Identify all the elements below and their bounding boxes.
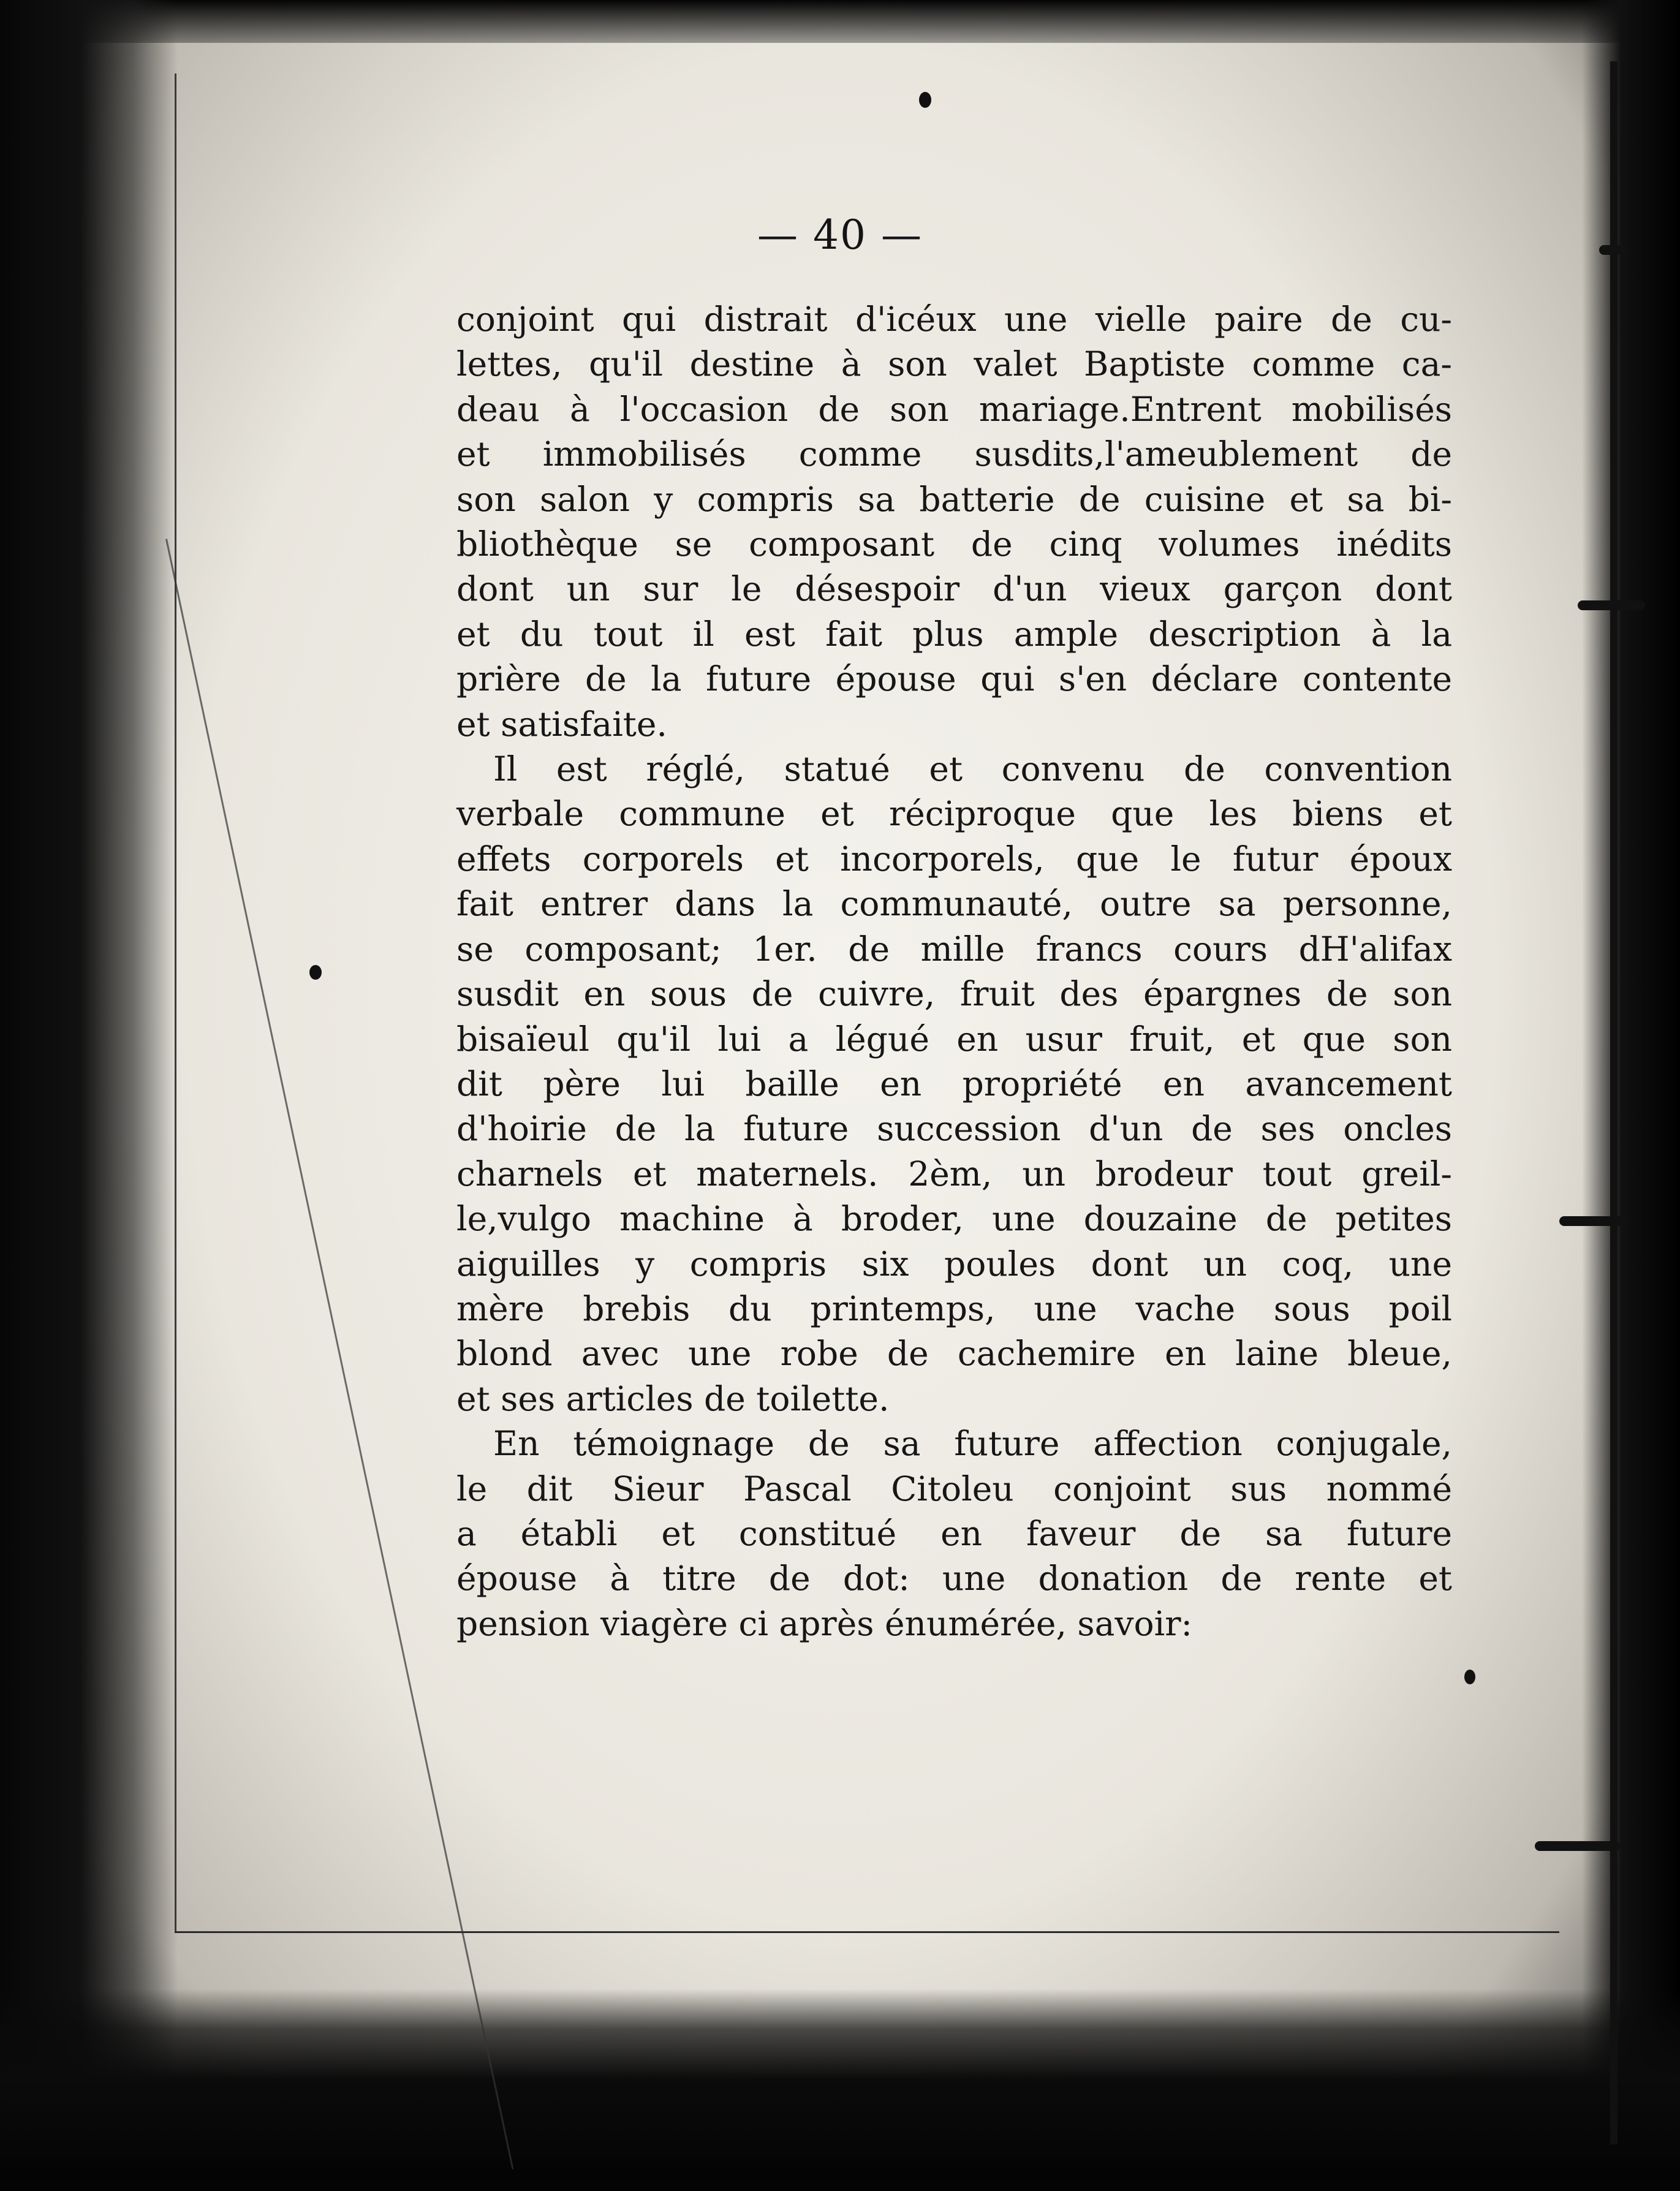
binding-tick [1559, 1216, 1627, 1226]
text-line: son salon y compris sa batterie de cuisine et sa bi- [456, 479, 1452, 519]
text-line: Il est réglé, statué et convenu de convention [493, 749, 1452, 789]
text-line: charnels et maternels. 2èm, un brodeur tout greil- [456, 1154, 1452, 1194]
text-line: le,vulgo machine à broder, une douzaine de petites [456, 1199, 1452, 1239]
text-line: verbale commune et réciproque que les biens et [456, 794, 1452, 834]
text-line: épouse à titre de dot: une donation de rente et [456, 1559, 1452, 1599]
text-line: le dit Sieur Pascal Citoleu conjoint sus nommé [456, 1469, 1452, 1508]
scan-shadow-left [0, 0, 178, 2191]
text-line: fait entrer dans la communauté, outre sa personne, [456, 884, 1452, 924]
ink-speck [309, 965, 322, 980]
text-line: et immobilisés comme susdits,l'ameublement de [456, 434, 1452, 474]
text-line: susdit en sous de cuivre, fruit des épargnes de son [456, 974, 1452, 1014]
text-line: conjoint qui distrait d'icéux une vielle paire de cu- [456, 300, 1452, 339]
binding-stitch [1610, 61, 1618, 2144]
scan-shadow-right [1582, 0, 1680, 2191]
scan-shadow-bottom [0, 1989, 1680, 2191]
text-line: dit père lui baille en propriété en avancement [456, 1064, 1452, 1103]
scan-shadow-top [0, 0, 1680, 43]
page-frame-bottom [175, 1931, 1559, 1933]
ink-speck [919, 92, 931, 108]
text-line: a établi et constitué en faveur de sa future [456, 1513, 1452, 1553]
text-line: et satisfaite. [456, 704, 667, 744]
text-line: En témoignage de sa future affection conjugale, [493, 1424, 1452, 1464]
text-line: effets corporels et incorporels, que le futur époux [456, 839, 1452, 879]
text-line: bliothèque se composant de cinq volumes inédits [456, 524, 1452, 564]
text-line: blond avec une robe de cachemire en laine bleue, [456, 1334, 1452, 1374]
text-line: et du tout il est fait plus ample description à la [456, 614, 1452, 654]
text-line: prière de la future épouse qui s'en déclare contente [456, 659, 1452, 699]
text-line: dont un sur le désespoir d'un vieux garçon dont [456, 569, 1452, 609]
ink-speck [1464, 1670, 1475, 1684]
text-line: aiguilles y compris six poules dont un coq, une [456, 1244, 1452, 1284]
text-line: deau à l'occasion de son mariage.Entrent mobilisés [456, 389, 1452, 429]
page-frame-left [175, 74, 176, 1933]
binding-tick [1578, 600, 1645, 610]
text-line: mère brebis du printemps, une vache sous poil [456, 1288, 1452, 1328]
text-line: d'hoirie de la future succession d'un de ses oncles [456, 1109, 1452, 1149]
page-body-text [456, 297, 1452, 1646]
text-line: bisaïeul qu'il lui a légué en usur fruit, et que son [456, 1019, 1452, 1059]
binding-tick [1535, 1841, 1621, 1851]
text-line: lettes, qu'il destine à son valet Baptiste comme ca- [456, 344, 1452, 384]
text-line: se composant; 1er. de mille francs cours dH'alifax [456, 929, 1452, 969]
text-line: pension viagère ci après énumérée, savoir: [456, 1603, 1193, 1643]
text-line: et ses articles de toilette. [456, 1379, 890, 1418]
page-number: — 40 — [757, 211, 923, 259]
